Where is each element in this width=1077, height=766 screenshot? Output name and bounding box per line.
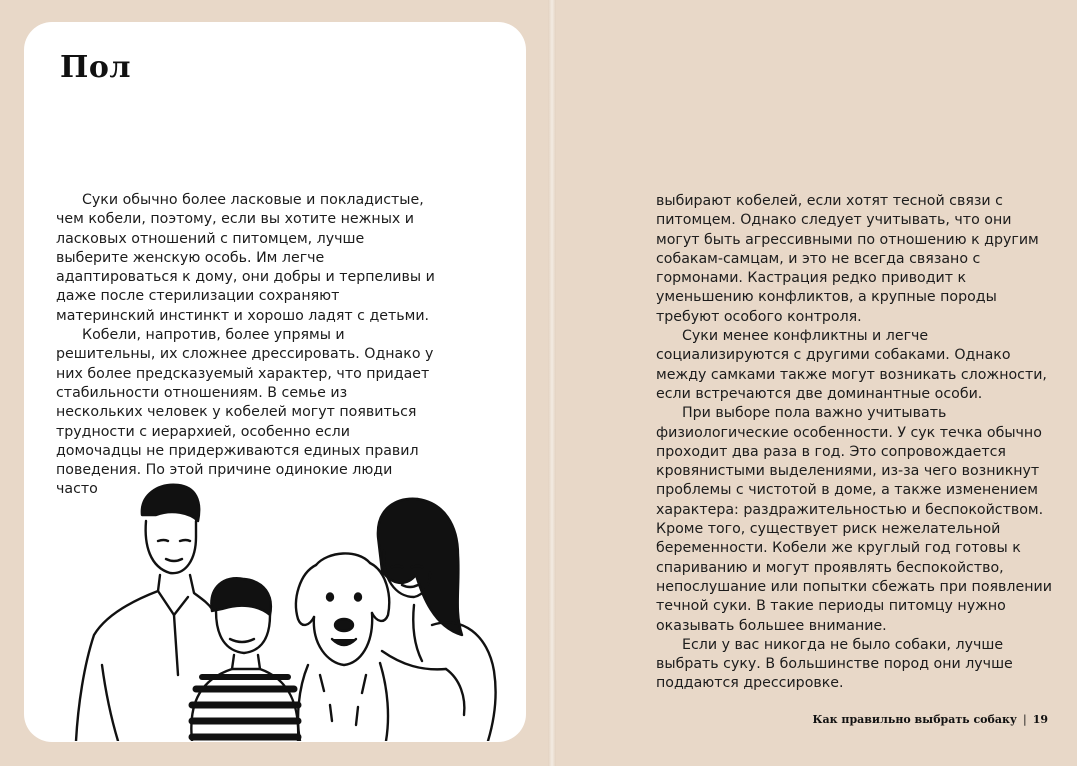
dog-figure (296, 553, 389, 741)
page-number: 19 (1032, 713, 1048, 726)
paragraph: Суки обычно более ласковые и покладистые, чем кобели, поэтому, если вы хотите нежных и ласковых отношений с питомцем, лучше выберите женскую особь. Им легче адаптироваться к дому, они добры и терпеливы и даже после стерилизации сохраняют материнский инстинкт и хорошо ладят с детьми. (56, 192, 435, 324)
family-with-dog-illustration (62, 475, 502, 741)
paragraph: Если у вас никогда не было собаки, лучше выбрать суку. В большинстве пород они лучше поддаются дрессировке. (656, 636, 1013, 692)
right-page (574, 24, 1076, 744)
book-gutter (548, 0, 556, 766)
paragraph: Суки менее конфликтны и легче социализируются с другими собаками. Однако между самками также могут возникать сложности, если встречаются две доминантные особи. (656, 328, 1047, 402)
page-footer (813, 713, 1048, 726)
right-text-column (656, 192, 1052, 694)
woman-figure (378, 499, 496, 741)
left-page (24, 22, 526, 742)
left-text-column (56, 191, 436, 500)
paragraph-continued: выбирают кобелей, если хотят тесной связи с питомцем. Однако следует учитывать, что они могут быть агрессивными по отношению к другим собакам-самцам, и это не всегда связано с гормонами. Кастрация редко приводит к уменьшению конфликтов, а крупные породы требуют особого контроля. (656, 193, 1039, 325)
page-title: Пол (60, 50, 131, 85)
paragraph: При выборе пола важно учитывать физиологические особенности. У сук течка обычно проходит два раза в год. Это сопровождается кровянистыми выделениями, из-за чего возникнут проблемы с чистотой в доме, а также изменением характера: раздражительностью и беспокойством. Кроме того, существует риск нежелательной беременности. Кобели же круглый год готовы к спариванию и могут проявлять беспокойство, непослушание или попытки сбежать при появлении течной суки. В такие периоды питомцу нужно оказывать большее внимание. (656, 405, 1052, 634)
footer-separator: | (1022, 713, 1027, 726)
paragraph: Кобели, напротив, более упрямы и решительны, их сложнее дрессировать. Однако у них более предсказуемый характер, что придает стабильности отношениям. В семье из нескольких человек у кобелей могут появиться трудности с иерархией, особенно если домочадцы не придерживаются единых правил поведения. По этой причине одинокие люди часто (56, 327, 434, 498)
book-title: Как правильно выбрать собаку (812, 713, 1017, 726)
